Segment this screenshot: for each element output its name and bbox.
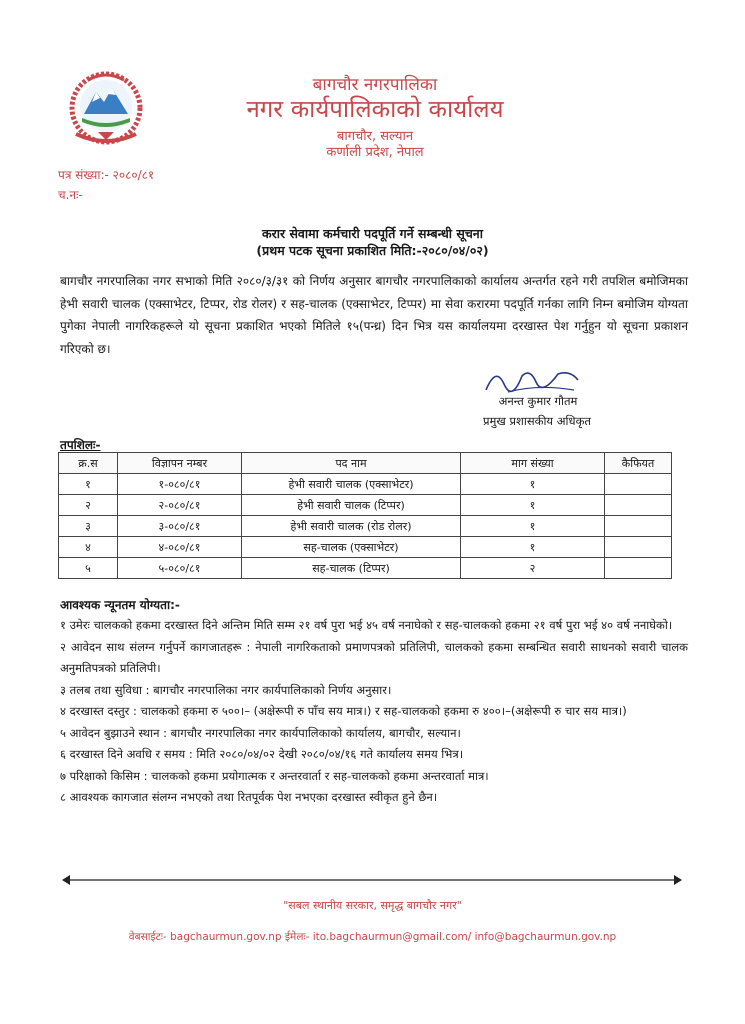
requirement-item: ४ दरखास्त दस्तुर : चालकको हकमा रु ५००।– (अक्षेरूपी रु पाँच सय मात्र।) र सह-चालकको हकमा रु ४००।–(अक्षेरूपी रु चार सय मात्र।) <box>60 704 627 718</box>
signature-scribble <box>478 362 588 398</box>
notice-subtitle: (प्रथम पटक सूचना प्रकाशित मिति:-२०८०/०४/०२) <box>256 243 489 258</box>
requirement-item: २ आवेदन साथ संलग्न गर्नुपर्ने कागजातहरू : नेपाली नागरिकताको प्रमाणपत्रको प्रतिलिपी, चालकको हकमा सम्बन्धित सवारी साधनको सवारी चालक अनुमतिपत्रको प्रतिलिपी। <box>60 639 688 675</box>
website-label: वेबसाईटः- <box>128 931 167 943</box>
org-name: बागचौर नगरपालिका <box>312 75 438 95</box>
table-row <box>59 558 672 579</box>
table-cell: १-०८०/८१ <box>118 474 242 495</box>
table-cell: १ <box>461 474 605 495</box>
table-cell: सह-चालक (एक्साभेटर) <box>242 537 461 558</box>
table-row <box>59 495 672 516</box>
address-line-2: कर्णाली प्रदेश, नेपाल <box>326 145 424 160</box>
table-cell: १ <box>461 537 605 558</box>
email-link[interactable]: ito.bagchaurmun@gmail.com/ info@bagchaurmun.gov.np <box>312 931 617 943</box>
office-name: नगर कार्यपालिकाको कार्यालय <box>246 95 504 123</box>
table-cell <box>605 558 672 579</box>
notice-title: करार सेवामा कर्मचारी पदपूर्ति गर्ने सम्बन्धी सूचना <box>262 226 483 241</box>
table-cell: हेभी सवारी चालक (एक्साभेटर) <box>242 474 461 495</box>
table-row <box>59 516 672 537</box>
table-cell: ४-०८०/८१ <box>118 537 242 558</box>
table-cell: ३ <box>59 516 118 537</box>
table-cell: ३-०८०/८१ <box>118 516 242 537</box>
requirements-heading: आवश्यक न्यूनतम योग्यता:- <box>60 598 180 612</box>
website-link[interactable]: bagchaurmun.gov.np <box>170 931 282 943</box>
nepal-emblem-logo <box>58 62 170 150</box>
email-label: ईमेलः- <box>284 931 310 943</box>
table-cell <box>605 516 672 537</box>
table-cell: १ <box>59 474 118 495</box>
footer-contact <box>100 930 645 944</box>
table-cell: २ <box>461 558 605 579</box>
column-header: क्र.स <box>59 453 118 474</box>
table-row <box>59 537 672 558</box>
dispatch-number: च.नः- <box>58 188 83 202</box>
requirement-item: ५ आवेदन बुझाउने स्थान : बागचौर नगरपालिका नगर कार्यपालिकाको कार्यालय, बागचौर, सल्यान। <box>60 725 461 740</box>
table-cell: हेभी सवारी चालक (रोड रोलर) <box>242 516 461 537</box>
signer-name: अनन्त कुमार गौतम <box>498 394 578 408</box>
column-header: पद नाम <box>242 453 461 474</box>
table-cell <box>605 537 672 558</box>
requirement-item: ७ परिक्षाको किसिम : चालकको हकमा प्रयोगात्मक र अन्तरवार्ता र सह-चालकको हकमा अन्तरवार्ता मात्र। <box>60 768 489 783</box>
table-cell: २-०८०/८१ <box>118 495 242 516</box>
table-cell <box>605 474 672 495</box>
table-cell: २ <box>59 495 118 516</box>
table-heading: तपशिलः- <box>60 438 101 452</box>
footer-slogan: "सबल स्थानीय सरकार, समृद्ध बागचौर नगर" <box>283 899 462 912</box>
requirement-item: ८ आवश्यक कागजात संलग्न नभएको तथा रितपूर्वक पेश नभएका दरखास्त स्वीकृत हुने छैन। <box>60 790 438 804</box>
column-header: माग संख्या <box>461 453 605 474</box>
table-cell <box>605 495 672 516</box>
table-cell: ५-०८०/८१ <box>118 558 242 579</box>
table-cell: १ <box>461 495 605 516</box>
table-cell: १ <box>461 516 605 537</box>
requirement-item: ६ दरखास्त दिने अवधि र समय : मिति २०८०/०४/०२ देखी २०८०/०४/१६ गते कार्यालय समय भित्र। <box>60 747 464 761</box>
address-line-1: बागचौर, सल्यान <box>336 129 414 144</box>
requirement-item: १ उमेरः चालकको हकमा दरखास्त दिने अन्तिम मिति सम्म २१ वर्ष पुरा भई ४५ वर्ष ननाघेको र सह-चालकको हकमा २१ वर्ष पुरा भई ४० वर्ष ननाघेको। <box>60 618 673 632</box>
table-cell: ४ <box>59 537 118 558</box>
column-header: कैफियत <box>605 453 672 474</box>
requirements-list <box>60 615 688 809</box>
reference-number: पत्र संख्या:- २०८०/८१ <box>58 168 155 182</box>
requirement-item: ३ तलब तथा सुविधा : बागचौर नगरपालिका नगर कार्यपालिकाको निर्णय अनुसार। <box>60 682 392 697</box>
table-row <box>59 474 672 495</box>
column-header: विज्ञापन नम्बर <box>118 453 242 474</box>
notice-body: बागचौर नगरपालिका नगर सभाको मिति २०८०/३/३१ को निर्णय अनुसार बागचौर नगरपालिकाको कार्यालय अन्तर्गत रहने गरी तपशिल बमोजिमका हेभी सवारी चालक (एक्साभेटर, टिप्पर, रोड रोलर) र सह-चालक (एक्साभेटर, टिप्पर) मा सेवा करारमा पदपूर्ति गर्नका लागि निम्न बमोजिम योग्यता पुगेका नेपाली नागरिकहरूले यो सूचना प्रकाशित भएको मितिले १५(पन्ध्र) दिन भित्र यस कार्यालयमा दरखास्त पेश गर्नुहुन यो सूचना प्रकाशन गरिएको छ। <box>60 274 688 356</box>
vacancy-table <box>58 452 672 579</box>
table-cell: ५ <box>59 558 118 579</box>
signer-title: प्रमुख प्रशासकीय अधिकृत <box>483 414 591 428</box>
table-header-row <box>59 453 672 474</box>
table-cell: सह-चालक (टिप्पर) <box>242 558 461 579</box>
table-cell: हेभी सवारी चालक (टिप्पर) <box>242 495 461 516</box>
footer-divider-arrow <box>62 874 682 886</box>
